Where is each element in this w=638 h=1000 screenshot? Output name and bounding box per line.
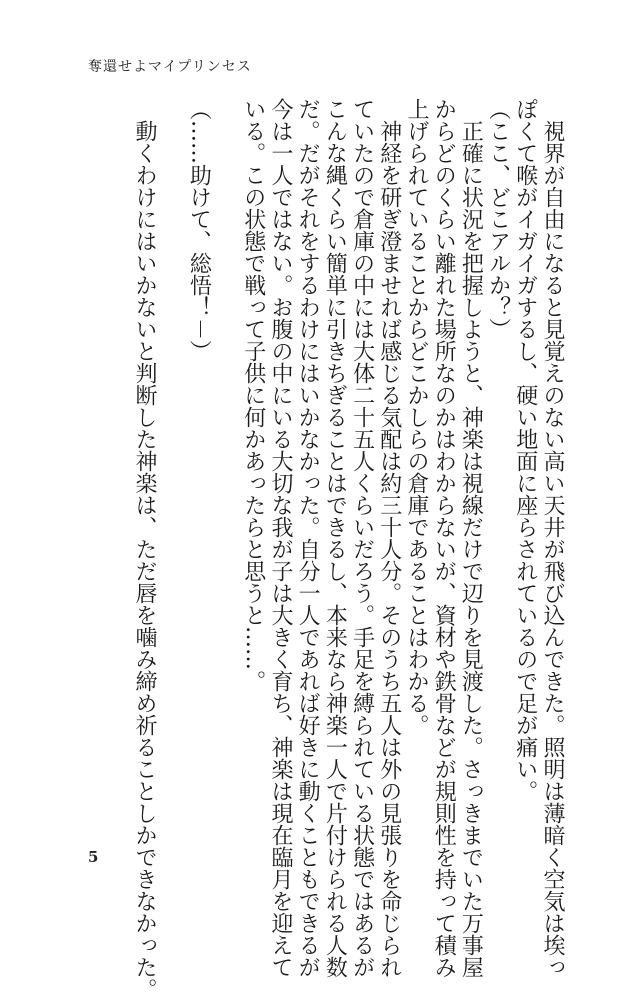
- text-line: （……助けて、総悟！－）: [186, 98, 212, 363]
- text-line: ぽくて喉がイガイガするし、硬い地面に座らされているので足が痛い。: [512, 98, 538, 802]
- blank-line: [212, 98, 239, 833]
- text-line: 正確に状況を把握しようと、神楽は視線だけで辺りを見渡した。さっきまでいた万事屋: [458, 98, 484, 978]
- text-line: こんな縄くらい簡単に引きちぎることはできるし、本来なら神楽一人で片付けられる人数: [322, 98, 348, 978]
- text-line: 動くわけにはいかないと判断した神楽は、ただ唇を噛み締め祈ることしかできなかった。: [131, 98, 157, 1000]
- text-line: いる。この状態で戦って子供に何かあったらと思うと……。: [240, 98, 266, 692]
- running-head: 奪還せよマイプリンセス: [88, 59, 252, 75]
- body-text: [131, 98, 566, 1000]
- blank-line: [158, 98, 185, 833]
- text-line: 神経を研ぎ澄ませれば感じる気配は約三十人分。そのうち五人は外の見張りを命じられ: [376, 98, 402, 978]
- text-line: からどのくらい離れた場所なのかはわからないが、資材や鉄骨などが規則性を持って積み: [431, 98, 457, 978]
- text-line: だ。だがそれをするわけにはいかなかった。自分一人であれば好きに動くこともできるが: [295, 98, 321, 978]
- text-line: 視界が自由になると見覚えのない高い天井が飛び込んできた。照明は薄暗く空気は埃っ: [540, 98, 565, 978]
- text-line: ていたので倉庫の中には大体二十五人くらいだろう。手足を縛られている状態ではあるが: [349, 98, 375, 978]
- text-line: 上げられていることからどこかしらの倉庫であることはわかる。: [403, 98, 429, 736]
- page-number: 5: [88, 848, 99, 866]
- text-line: （ここ、どこアルか？）: [485, 98, 511, 340]
- text-line: 今は一人ではない。お腹の中にいる大切な我が子は大きく育ち、神楽は現在臨月を迎えて: [267, 98, 293, 978]
